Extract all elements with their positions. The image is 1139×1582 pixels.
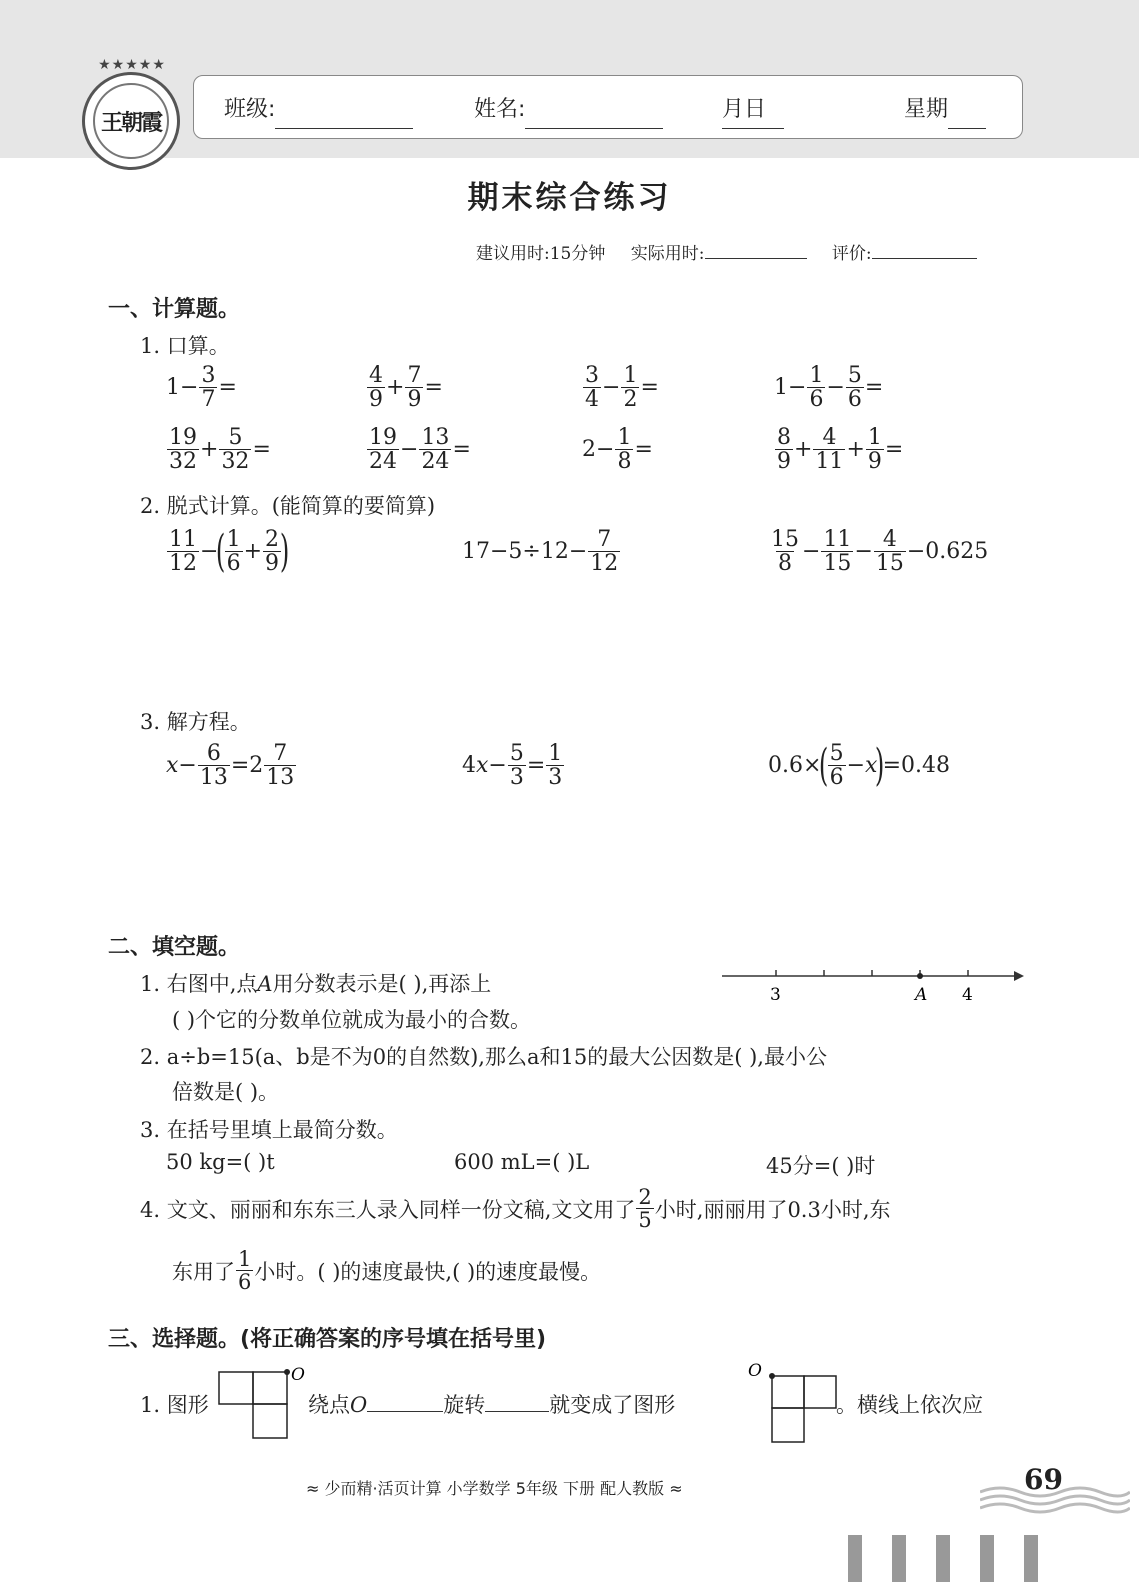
fill-q4-text-c: 东用了 xyxy=(172,1259,235,1284)
choice-q1-b xyxy=(308,1389,675,1419)
logo-stars: ★★★★★ xyxy=(98,57,166,73)
oral-calc-5: $\frac{19}{32}$ + $\frac{5}{32}$ = xyxy=(169,425,271,475)
month-label: 月 xyxy=(722,97,745,122)
section1-heading: 一、计算题。 xyxy=(108,297,241,322)
label-4: 4 xyxy=(962,985,973,1005)
actual-time-label: 实际用时: xyxy=(630,244,705,264)
fill-q4-line2: 东用了 $\frac{1}{6}$ 小时。( )的速度最快,( )的速度最慢。 xyxy=(172,1247,602,1295)
fill-q4-text-a: 4. 文文、丽丽和东东三人录入同样一份文稿,文文用了 xyxy=(140,1197,636,1222)
step-calc-1: $\frac{11}{12}$ − ( $\frac{1}{6}$ + $\frac{2}{9}$ ) xyxy=(169,525,290,577)
page-title: 期末综合练习 xyxy=(467,180,672,216)
timing-line xyxy=(476,238,977,264)
student-info-box xyxy=(193,75,1023,139)
choice-q1-b-text: 绕点 xyxy=(308,1393,350,1417)
logo xyxy=(82,57,180,170)
oral-calc-4: 1− $\frac{1}{6}$ − $\frac{5}{6}$ = xyxy=(774,363,884,413)
fill-q3-item-1: 50 kg=( )t xyxy=(166,1150,275,1174)
point-O-label-2: O xyxy=(748,1361,762,1381)
fill-q4-text-d: 小时。( )的速度最快,( )的速度最慢。 xyxy=(254,1259,602,1284)
blank-1[interactable] xyxy=(367,1389,443,1412)
class-field[interactable] xyxy=(224,92,275,123)
blank-2[interactable] xyxy=(485,1389,549,1412)
choice-q1-a: 1. 图形 xyxy=(140,1393,209,1417)
fill-q2-line1: 2. a÷b=15(a、b是不为0的自然数),那么a和15的最大公因数是( ),最小公 xyxy=(140,1045,827,1069)
fill-q4-line1: 4. 文文、丽丽和东东三人录入同样一份文稿,文文用了 $\frac{2}{5}$ 小时,丽丽用了0.3小时,东 xyxy=(140,1185,891,1233)
q2-label: 2. 脱式计算。(能简算的要简算) xyxy=(140,494,436,518)
fill-q1-text-a: 1. 右图中,点 xyxy=(140,972,258,996)
equation-3: 0.6× ( $\frac{5}{6}$ − x ) =0.48 xyxy=(768,739,951,791)
logo-text: 王朝霞 xyxy=(93,83,169,159)
point-O-label: O xyxy=(291,1365,305,1385)
choice-q1-d-text: 就变成了图形 xyxy=(549,1393,676,1417)
step-calc-3: $\frac{15}{8}$ − $\frac{11}{15}$ − $\frac{4}{15}$ −0.625 xyxy=(771,527,989,577)
oral-calc-8: $\frac{8}{9}$ + $\frac{4}{11}$ + $\frac{1}{9}$ = xyxy=(777,425,904,475)
fill-q3-label: 3. 在括号里填上最简分数。 xyxy=(140,1118,398,1142)
q1-label: 1. 口算。 xyxy=(140,334,230,358)
evaluation-label: 评价: xyxy=(831,244,872,264)
number-line xyxy=(720,962,1030,1008)
fill-q3-item-3: 45分=( )时 xyxy=(766,1154,876,1178)
weekday-field[interactable] xyxy=(904,92,948,123)
oral-calc-1: 1− $\frac{3}{7}$ = xyxy=(166,363,237,413)
choice-q1-c-text: 旋转 xyxy=(443,1393,486,1417)
fill-q3-item-2: 600 mL=( )L xyxy=(454,1150,590,1174)
q3-label: 3. 解方程。 xyxy=(140,710,251,734)
fill-q2-line2: 倍数是( )。 xyxy=(172,1080,280,1104)
section2-heading: 二、填空题。 xyxy=(108,935,241,960)
date-field[interactable] xyxy=(722,92,766,123)
choice-q1-e: 。横线上依次应 xyxy=(836,1393,983,1417)
weekday-label: 星期 xyxy=(904,97,949,122)
equation-1: x − $\frac{6}{13}$ =2 $\frac{7}{13}$ xyxy=(166,741,295,791)
fill-q1-text-b: 用分数表示是( ),再添上 xyxy=(272,972,492,996)
label-A: A xyxy=(915,985,928,1005)
fill-q1-line2: ( )个它的分数单位就成为最小的合数。 xyxy=(172,1008,532,1032)
footer-text: ≈ 少而精·活页计算 小学数学 5年级 下册 配人教版 ≈ xyxy=(306,1479,683,1498)
fill-q1-line1 xyxy=(140,968,491,998)
fill-q1-point: A xyxy=(257,972,273,996)
step-calc-2: 17−5÷12− $\frac{7}{12}$ xyxy=(462,527,619,577)
point-A xyxy=(917,973,923,979)
label-3: 3 xyxy=(770,985,781,1005)
suggested-time: 建议用时:15分钟 xyxy=(476,244,606,264)
oral-calc-2: $\frac{4}{9}$ + $\frac{7}{9}$ = xyxy=(369,363,443,413)
fill-q4-text-b: 小时,丽丽用了0.3小时,东 xyxy=(654,1197,891,1222)
oral-calc-7: 2− $\frac{1}{8}$ = xyxy=(582,425,653,475)
name-label: 姓名: xyxy=(474,97,526,122)
section3-heading: 三、选择题。(将正确答案的序号填在括号里) xyxy=(108,1327,547,1352)
oral-calc-6: $\frac{19}{24}$ − $\frac{13}{24}$ = xyxy=(369,425,471,475)
choice-q1-O: O xyxy=(350,1393,368,1417)
equation-2: 4 x − $\frac{5}{3}$ = $\frac{1}{3}$ xyxy=(462,741,563,791)
shape-before-rotation xyxy=(217,1362,307,1442)
day-label: 日 xyxy=(744,97,767,122)
oral-calc-3: $\frac{3}{4}$ − $\frac{1}{2}$ = xyxy=(585,363,659,413)
page-number: 69 xyxy=(1024,1463,1063,1496)
class-label: 班级: xyxy=(224,97,276,122)
name-field[interactable] xyxy=(474,92,525,123)
shape-after-rotation xyxy=(744,1358,840,1448)
